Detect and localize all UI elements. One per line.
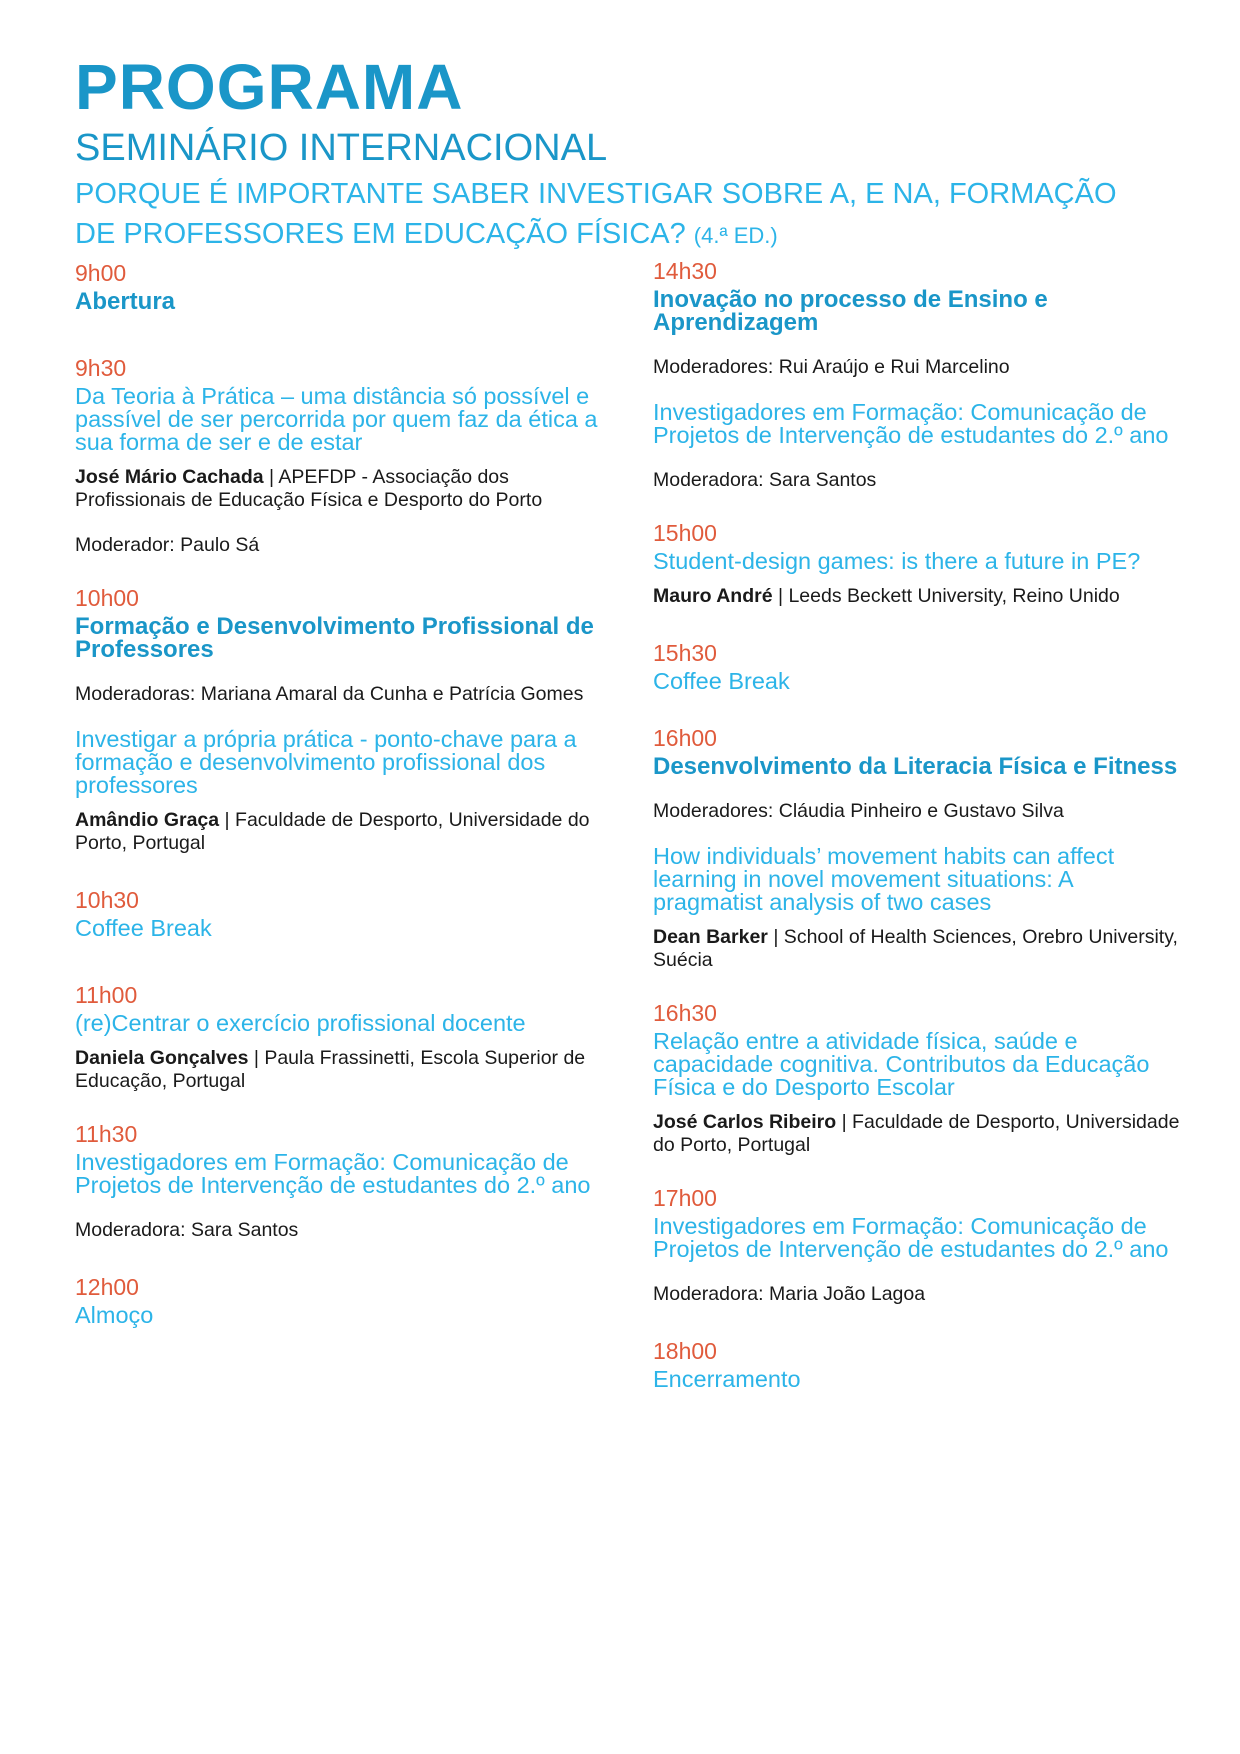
seminar-question-line2: [75, 214, 1185, 256]
speaker-line: [75, 466, 605, 512]
session-time: 9h00: [75, 260, 127, 286]
session-1600: [653, 723, 1183, 972]
speaker-name: José Carlos Ribeiro: [653, 1111, 837, 1133]
speaker-affiliation: | APEFDP - Associação dos Profissionais de Educação Física e Desporto do Porto: [75, 466, 543, 511]
session-heading: Desenvolvimento da Literacia Física e Fitness: [653, 753, 1178, 780]
talk-title: Investigadores em Formação: Comunicação de Projetos de Intervenção de estudantes do 2.º ano: [653, 399, 1169, 448]
session-time: 15h00: [653, 520, 717, 546]
talk-title: (re)Centrar o exercício profissional docente: [75, 1010, 526, 1036]
session-1430: [653, 256, 1183, 492]
moderator-line: Moderador: Paulo Sá: [75, 534, 260, 556]
moderator-line: Moderadora: Sara Santos: [75, 1219, 299, 1241]
edition-label: (4.ª ED.): [693, 223, 778, 248]
moderator-line: Moderadores: Cláudia Pinheiro e Gustavo Silva: [653, 800, 1064, 822]
seminar-question: [75, 174, 1185, 256]
speaker-line: [75, 809, 605, 855]
moderator-line: Moderadores: Rui Araújo e Rui Marcelino: [653, 356, 1010, 378]
speaker-line: [653, 585, 1183, 608]
moderator-line: Moderadora: Maria João Lagoa: [653, 1283, 926, 1305]
session-1530: [653, 638, 1183, 693]
session-1030: [75, 885, 605, 940]
speaker-affiliation: | Faculdade de Desporto, Universidade do Porto, Portugal: [75, 809, 590, 854]
session-1200: [75, 1272, 605, 1327]
session-time: 11h30: [75, 1121, 138, 1147]
session-time: 14h30: [653, 258, 717, 284]
session-1630: [653, 998, 1183, 1157]
talk-title: Investigar a própria prática - ponto-chave para a formação e desenvolvimento profissional dos professores: [75, 726, 577, 798]
speaker-affiliation: | Leeds Beckett University, Reino Unido: [772, 585, 1120, 607]
speaker-name: Dean Barker: [653, 926, 768, 948]
talk-title: Investigadores em Formação: Comunicação de Projetos de Intervenção de estudantes do 2.º ano: [75, 1149, 591, 1198]
session-1500: [653, 518, 1183, 608]
session-1000: [75, 583, 605, 855]
speaker-name: Daniela Gonçalves: [75, 1047, 249, 1069]
session-0900: [75, 258, 605, 313]
talk-title: Relação entre a atividade física, saúde e capacidade cognitiva. Contributos da Educação Física e do Desporto Escolar: [653, 1028, 1150, 1100]
session-time: 12h00: [75, 1274, 139, 1300]
session-heading: Inovação no processo de Ensino e Aprendizagem: [653, 286, 1048, 336]
moderator-line: Moderadora: Sara Santos: [653, 469, 877, 491]
session-0930: [75, 353, 605, 557]
page-title: PROGRAMA: [75, 51, 464, 123]
program-right-column: [653, 256, 1183, 1417]
speaker-line: [75, 1047, 605, 1093]
speaker-name: Amândio Graça: [75, 809, 220, 831]
talk-title: Coffee Break: [75, 915, 212, 941]
seminar-question-line2-text: DE PROFESSORES EM EDUCAÇÃO FÍSICA?: [75, 218, 686, 250]
moderator-line: Moderadoras: Mariana Amaral da Cunha e Patrícia Gomes: [75, 683, 584, 705]
talk-title: Investigadores em Formação: Comunicação de Projetos de Intervenção de estudantes do 2.º ano: [653, 1213, 1169, 1262]
talk-title: Da Teoria à Prática – uma distância só possível e passível de ser percorrida por quem faz da ética a sua forma de ser e de estar: [75, 383, 598, 455]
session-time: 16h30: [653, 1000, 717, 1026]
session-1100: [75, 980, 605, 1093]
talk-title: How individuals’ movement habits can affect learning in novel movement situations: A pragmatist analysis of two cases: [653, 843, 1115, 915]
talk-title: Student-design games: is there a future in PE?: [653, 548, 1141, 574]
speaker-line: [653, 926, 1183, 972]
session-time: 10h00: [75, 585, 139, 611]
session-time: 9h30: [75, 355, 127, 381]
talk-title: Almoço: [75, 1302, 154, 1328]
session-time: 10h30: [75, 887, 139, 913]
talk-title: Encerramento: [653, 1366, 801, 1392]
program-left-column: [75, 258, 605, 1353]
speaker-line: [653, 1111, 1183, 1157]
speaker-name: Mauro André: [653, 585, 773, 607]
session-heading: Abertura: [75, 288, 176, 315]
speaker-affiliation: | School of Health Sciences, Orebro University, Suécia: [653, 926, 1178, 971]
session-time: 18h00: [653, 1338, 717, 1364]
page-header: [75, 50, 1185, 256]
session-1800: [653, 1336, 1183, 1391]
session-heading: Formação e Desenvolvimento Profissional de Professores: [75, 613, 594, 663]
session-time: 11h00: [75, 982, 138, 1008]
speaker-name: José Mário Cachada: [75, 466, 264, 488]
speaker-affiliation: | Paula Frassinetti, Escola Superior de Educação, Portugal: [75, 1047, 586, 1092]
talk-title: Coffee Break: [653, 668, 790, 694]
session-time: 15h30: [653, 640, 717, 666]
seminar-question-line1: PORQUE É IMPORTANTE SABER INVESTIGAR SOBRE A, E NA, FORMAÇÃO: [75, 178, 1117, 210]
session-time: 17h00: [653, 1185, 717, 1211]
session-time: 16h00: [653, 725, 717, 751]
speaker-affiliation: | Faculdade de Desporto, Universidade do Porto, Portugal: [653, 1111, 1180, 1156]
session-1700: [653, 1183, 1183, 1306]
page-subtitle: SEMINÁRIO INTERNACIONAL: [75, 127, 608, 169]
session-1130: [75, 1119, 605, 1242]
